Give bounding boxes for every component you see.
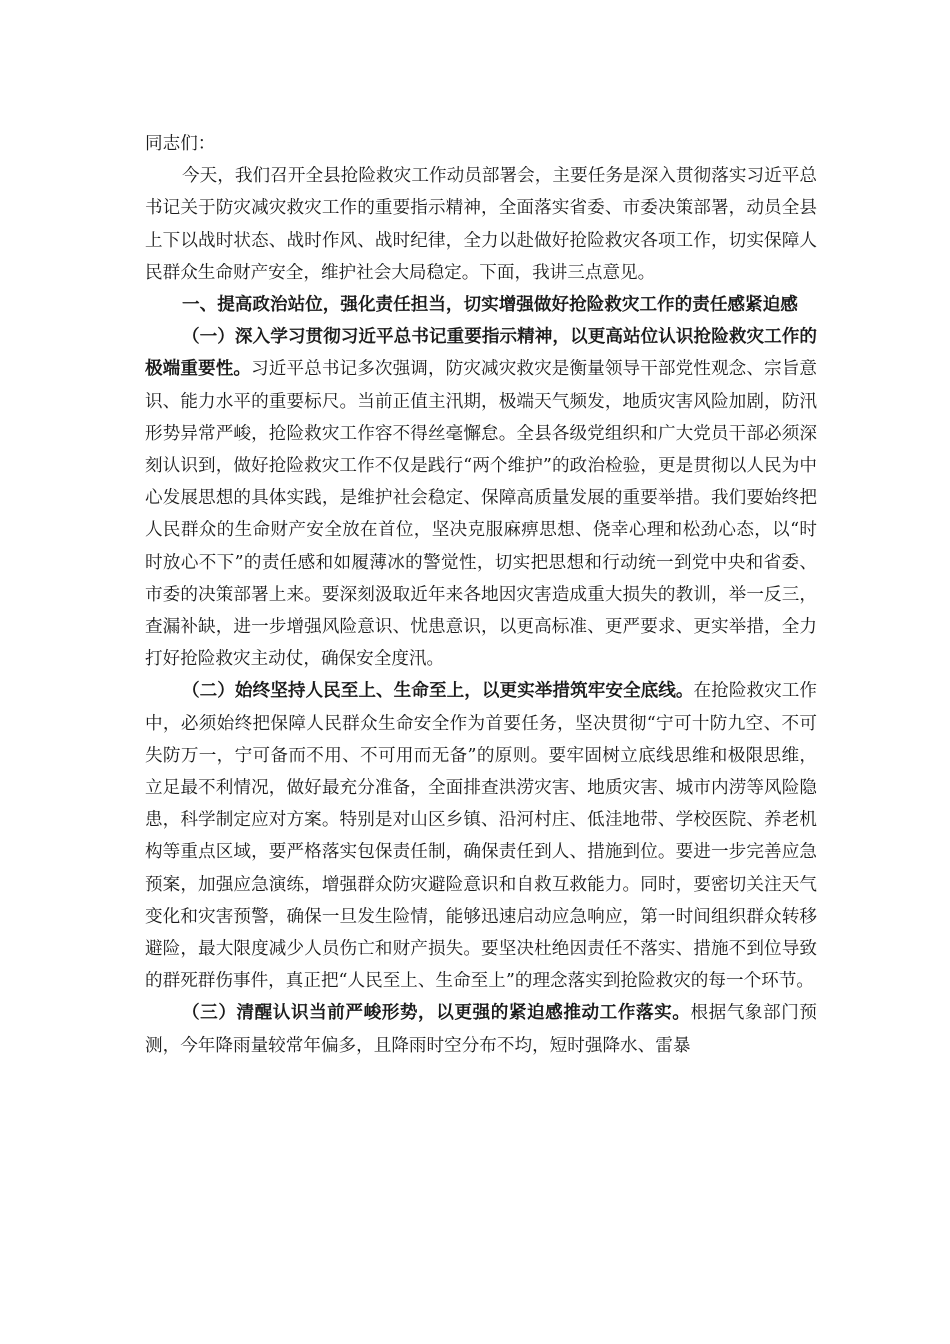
subsection-1-paragraph [145,321,817,675]
subsection-1-heading: （一）深入学习贯彻习近平总书记重要指示精神，以更高站位认识抢险救灾工作的极端重要性。 [145,326,817,380]
subsection-3-paragraph [145,997,817,1061]
subsection-2-body: 在抢险救灾工作中，必须始终把保障人民群众生命安全作为首要任务，坚决贯彻“宁可十防九空、不可失防万一，宁可备而不用、不可用而无备”的原则。要牢固树立底线思维和极限思维，立足最不利情况，做好最充分准备，全面排查洪涝灾害、地质灾害、城市内涝等风险隐患，科学制定应对方案。特别是对山区乡镇、沿河村庄、低洼地带、学校医院、养老机构等重点区域，要严格落实包保责任制，确保责任到人、措施到位。要进一步完善应急预案，加强应急演练，增强群众防灾避险意识和自救互救能力。同时，要密切关注天气变化和灾害预警，确保一旦发生险情，能够迅速启动应急响应，第一时间组织群众转移避险，最大限度减少人员伤亡和财产损失。要坚决杜绝因责任不落实、措施不到位导致的群死群伤事件，真正把“人民至上、生命至上”的理念落实到抢险救灾的每一个环节。 [145,681,817,992]
subsection-2-paragraph [145,675,817,997]
document-page [145,128,817,1062]
subsection-3-body: 根据气象部门预测，今年降雨量较常年偏多，且降雨时空分布不均，短时强降水、雷暴 [145,1003,817,1056]
subsection-1-body: 习近平总书记多次强调，防灾减灾救灾是衡量领导干部党性观念、宗旨意识、能力水平的重要标尺。当前正值主汛期，极端天气频发，地质灾害风险加剧，防汛形势异常严峻，抢险救灾工作容不得丝毫懈怠。全县各级党组织和广大党员干部必须深刻认识到，做好抢险救灾工作不仅是践行“两个维护”的政治检验，更是贯彻以人民为中心发展思想的具体实践，是维护社会稳定、保障高质量发展的重要举措。我们要始终把人民群众的生命财产安全放在首位，坚决克服麻痹思想、侥幸心理和松劲心态，以“时时放心不下”的责任感和如履薄冰的警觉性，切实把思想和行动统一到党中央和省委、市委的决策部署上来。要深刻汲取近年来各地因灾害造成重大损失的教训，举一反三，查漏补缺，进一步增强风险意识、忧患意识，以更高标准、更严要求、更实举措，全力打好抢险救灾主动仗，确保安全度汛。 [145,359,817,670]
intro-paragraph: 今天，我们召开全县抢险救灾工作动员部署会，主要任务是深入贯彻落实习近平总书记关于防灾减灾救灾工作的重要指示精神，全面落实省委、市委决策部署，动员全县上下以战时状态、战时作风、战时纪律，全力以赴做好抢险救灾各项工作，切实保障人民群众生命财产安全，维护社会大局稳定。下面，我讲三点意见。 [145,166,817,283]
section-1-heading: 一、提高政治站位，强化责任担当，切实增强做好抢险救灾工作的责任感紧迫感 [182,294,798,316]
subsection-2-heading: （二）始终坚持人民至上、生命至上，以更实举措筑牢安全底线。 [182,680,694,702]
subsection-3-heading: （三）清醒认识当前严峻形势，以更强的紧迫感推动工作落实。 [182,1002,691,1024]
salutation: 同志们： [145,134,216,154]
